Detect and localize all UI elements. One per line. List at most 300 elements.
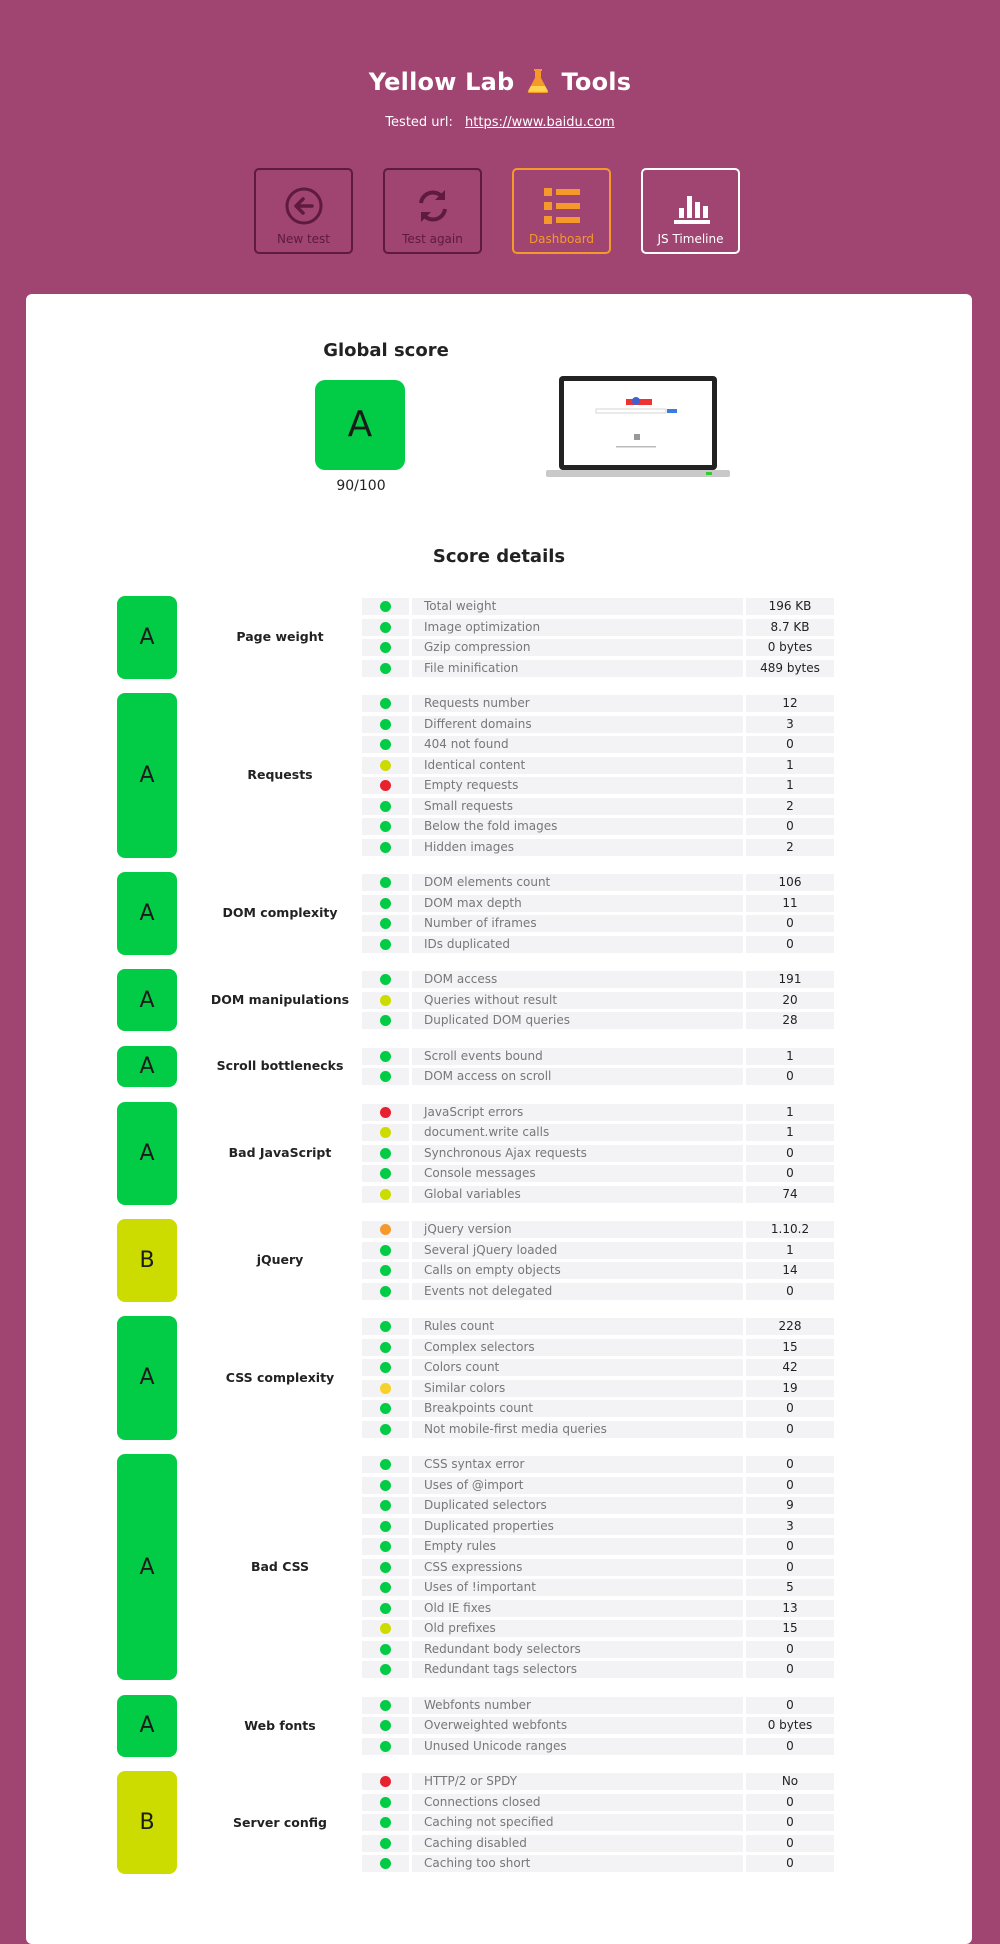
category-name[interactable]: Server config <box>233 1814 327 1830</box>
page-screenshot-laptop[interactable] <box>546 374 730 488</box>
category-grade-badge[interactable]: B <box>117 1219 177 1302</box>
metric-label: Rules count <box>412 1318 743 1335</box>
status-cell <box>362 798 409 815</box>
metric-label: Small requests <box>412 798 743 815</box>
status-cell <box>362 1661 409 1678</box>
metric-label: CSS expressions <box>412 1559 743 1576</box>
status-cell <box>362 915 409 932</box>
metric-row[interactable] <box>362 1717 834 1734</box>
metric-row[interactable] <box>362 839 834 856</box>
metric-value: 28 <box>746 1012 834 1029</box>
category-name[interactable]: Scroll bottlenecks <box>216 1058 344 1074</box>
status-cell <box>362 619 409 636</box>
category-name[interactable]: jQuery <box>256 1252 304 1268</box>
metric-label: Uses of !important <box>412 1579 743 1596</box>
metric-label: Synchronous Ajax requests <box>412 1145 743 1162</box>
status-dot-icon <box>380 1797 391 1808</box>
status-dot-icon <box>380 1459 391 1470</box>
status-dot-icon <box>380 1168 391 1179</box>
test-again-label: Test again <box>402 232 463 246</box>
status-dot-icon <box>380 642 391 653</box>
status-dot-icon <box>380 1015 391 1026</box>
status-dot-icon <box>380 1858 391 1869</box>
category-grade-badge[interactable]: B <box>117 1771 177 1874</box>
metric-label: DOM access on scroll <box>412 1068 743 1085</box>
metric-label: Total weight <box>412 598 743 615</box>
tested-url-link[interactable]: https://www.baidu.com <box>465 115 615 130</box>
category-name[interactable]: Bad JavaScript <box>228 1145 332 1160</box>
status-cell <box>362 1421 409 1438</box>
status-cell <box>362 1794 409 1811</box>
metric-row[interactable] <box>362 1518 834 1535</box>
refresh-icon <box>413 186 453 226</box>
status-cell <box>362 971 409 988</box>
metric-row[interactable] <box>362 1738 834 1755</box>
metric-row[interactable] <box>362 660 834 677</box>
metric-row[interactable] <box>362 1165 834 1182</box>
status-dot-icon <box>380 939 391 950</box>
metric-row[interactable] <box>362 1497 834 1514</box>
metric-label: Empty requests <box>412 777 743 794</box>
status-dot-icon <box>380 663 391 674</box>
metric-value: 15 <box>746 1620 834 1637</box>
metric-row[interactable] <box>362 1124 834 1141</box>
metric-label: Uses of @import <box>412 1477 743 1494</box>
status-cell <box>362 1835 409 1852</box>
category-grade-badge[interactable]: A <box>117 872 177 955</box>
status-cell <box>362 777 409 794</box>
metric-row[interactable] <box>362 1600 834 1617</box>
app-title <box>0 68 1000 100</box>
metric-label: Duplicated selectors <box>412 1497 743 1514</box>
status-dot-icon <box>380 1342 391 1353</box>
status-cell <box>362 1738 409 1755</box>
metric-row[interactable] <box>362 757 834 774</box>
status-dot-icon <box>380 780 391 791</box>
metric-value: 1 <box>746 777 834 794</box>
metric-label: Caching disabled <box>412 1835 743 1852</box>
metric-row[interactable] <box>362 992 834 1009</box>
status-dot-icon <box>380 1582 391 1593</box>
metric-label: CSS syntax error <box>412 1456 743 1473</box>
status-cell <box>362 639 409 656</box>
metric-row[interactable] <box>362 1048 834 1065</box>
status-dot-icon <box>380 1700 391 1711</box>
status-cell <box>362 1773 409 1790</box>
status-cell <box>362 1145 409 1162</box>
status-cell <box>362 1697 409 1714</box>
metric-row[interactable] <box>362 1661 834 1678</box>
status-dot-icon <box>380 1127 391 1138</box>
status-dot-icon <box>380 1838 391 1849</box>
metric-label: Hidden images <box>412 839 743 856</box>
status-cell <box>362 1048 409 1065</box>
status-dot-icon <box>380 1424 391 1435</box>
js-timeline-button[interactable] <box>641 168 740 254</box>
status-dot-icon <box>380 1720 391 1731</box>
title-part2: Tools <box>561 68 632 96</box>
status-dot-icon <box>380 842 391 853</box>
status-dot-icon <box>380 601 391 612</box>
status-dot-icon <box>380 1776 391 1787</box>
status-cell <box>362 1221 409 1238</box>
metric-label: Global variables <box>412 1186 743 1203</box>
metric-label: document.write calls <box>412 1124 743 1141</box>
metric-value: 0 <box>746 1165 834 1182</box>
global-score-title: Global score <box>323 340 449 361</box>
status-cell <box>362 1262 409 1279</box>
metric-label: Not mobile-first media queries <box>412 1421 743 1438</box>
metric-row[interactable] <box>362 1380 834 1397</box>
metric-value: 5 <box>746 1579 834 1596</box>
metric-value: 0 bytes <box>746 1717 834 1734</box>
status-dot-icon <box>380 1521 391 1532</box>
metric-row[interactable] <box>362 936 834 953</box>
metric-value: 0 <box>746 1855 834 1872</box>
metric-row[interactable] <box>362 1012 834 1029</box>
metric-value: 9 <box>746 1497 834 1514</box>
metric-value: 13 <box>746 1600 834 1617</box>
metric-value: 1.10.2 <box>746 1221 834 1238</box>
metric-row[interactable] <box>362 1477 834 1494</box>
status-cell <box>362 1559 409 1576</box>
metric-label: Number of iframes <box>412 915 743 932</box>
metric-row[interactable] <box>362 818 834 835</box>
status-cell <box>362 1318 409 1335</box>
category-name[interactable]: Bad CSS <box>250 1559 310 1574</box>
metric-value: 1 <box>746 1048 834 1065</box>
tested-url-label: Tested url: <box>385 115 453 130</box>
status-dot-icon <box>380 995 391 1006</box>
metric-value: No <box>746 1773 834 1790</box>
metric-value: 0 <box>746 936 834 953</box>
status-cell <box>362 1380 409 1397</box>
metric-value: 489 bytes <box>746 660 834 677</box>
category-grade-badge[interactable]: A <box>117 1454 177 1680</box>
metric-row[interactable] <box>362 1538 834 1555</box>
metric-row[interactable] <box>362 1068 834 1085</box>
metric-value: 1 <box>746 1242 834 1259</box>
status-dot-icon <box>380 1817 391 1828</box>
status-cell <box>362 1104 409 1121</box>
metric-row[interactable] <box>362 736 834 753</box>
metric-value: 0 <box>746 736 834 753</box>
metric-value: 19 <box>746 1380 834 1397</box>
metric-label: Webfonts number <box>412 1697 743 1714</box>
status-dot-icon <box>380 1245 391 1256</box>
metric-label: Empty rules <box>412 1538 743 1555</box>
tested-url-line <box>0 115 1000 130</box>
metric-label: DOM max depth <box>412 895 743 912</box>
status-dot-icon <box>380 974 391 985</box>
metric-value: 1 <box>746 757 834 774</box>
metric-row[interactable] <box>362 716 834 733</box>
metric-label: Old IE fixes <box>412 1600 743 1617</box>
metric-value: 0 <box>746 1068 834 1085</box>
metric-value: 0 <box>746 1738 834 1755</box>
status-dot-icon <box>380 1403 391 1414</box>
metric-value: 0 <box>746 1477 834 1494</box>
title-part1: Yellow Lab <box>368 68 515 96</box>
metric-row[interactable] <box>362 1814 834 1831</box>
metric-row[interactable] <box>362 619 834 636</box>
category-grade-badge[interactable]: A <box>117 693 177 858</box>
status-cell <box>362 1814 409 1831</box>
metric-value: 0 <box>746 1283 834 1300</box>
metric-row[interactable] <box>362 798 834 815</box>
metric-label: Connections closed <box>412 1794 743 1811</box>
metric-row[interactable] <box>362 1559 834 1576</box>
metric-label: Scroll events bound <box>412 1048 743 1065</box>
category-grade-badge[interactable]: A <box>117 596 177 679</box>
metric-value: 1 <box>746 1124 834 1141</box>
status-dot-icon <box>380 719 391 730</box>
metric-value: 0 <box>746 1456 834 1473</box>
status-cell <box>362 839 409 856</box>
status-dot-icon <box>380 1623 391 1634</box>
metric-row[interactable] <box>362 1339 834 1356</box>
metric-value: 0 <box>746 1641 834 1658</box>
metric-row[interactable] <box>362 915 834 932</box>
status-dot-icon <box>380 1362 391 1373</box>
metric-label: Old prefixes <box>412 1620 743 1637</box>
status-dot-icon <box>380 898 391 909</box>
metric-label: Overweighted webfonts <box>412 1717 743 1734</box>
metric-label: 404 not found <box>412 736 743 753</box>
js-timeline-label: JS Timeline <box>657 232 724 246</box>
metric-value: 0 <box>746 1559 834 1576</box>
status-cell <box>362 660 409 677</box>
metric-value: 3 <box>746 1518 834 1535</box>
metric-row[interactable] <box>362 1579 834 1596</box>
category-grade-badge[interactable]: A <box>117 1046 177 1088</box>
status-dot-icon <box>380 1071 391 1082</box>
status-dot-icon <box>380 1383 391 1394</box>
metric-label: Similar colors <box>412 1380 743 1397</box>
bar-chart-icon <box>671 186 711 226</box>
status-cell <box>362 1620 409 1637</box>
status-cell <box>362 1497 409 1514</box>
metric-label: Identical content <box>412 757 743 774</box>
status-cell <box>362 1165 409 1182</box>
category-grade-badge[interactable]: A <box>117 969 177 1031</box>
metric-label: IDs duplicated <box>412 936 743 953</box>
category-grade-badge[interactable]: A <box>117 1316 177 1440</box>
metric-row[interactable] <box>362 1104 834 1121</box>
category-name[interactable]: CSS complexity <box>225 1369 335 1385</box>
metric-value: 2 <box>746 839 834 856</box>
status-dot-icon <box>380 1265 391 1276</box>
status-dot-icon <box>380 1500 391 1511</box>
status-dot-icon <box>380 801 391 812</box>
category-name[interactable]: Web fonts <box>244 1717 316 1733</box>
status-cell <box>362 1600 409 1617</box>
status-cell <box>362 1855 409 1872</box>
metric-value: 8.7 KB <box>746 619 834 636</box>
metric-value: 0 <box>746 1400 834 1417</box>
status-cell <box>362 695 409 712</box>
metric-row[interactable] <box>362 598 834 615</box>
score-details-title: Score details <box>432 546 566 567</box>
status-dot-icon <box>380 1148 391 1159</box>
metric-row[interactable] <box>362 695 834 712</box>
metric-value: 0 <box>746 1661 834 1678</box>
status-dot-icon <box>380 1644 391 1655</box>
metric-value: 74 <box>746 1186 834 1203</box>
metric-label: Calls on empty objects <box>412 1262 743 1279</box>
metric-row[interactable] <box>362 1641 834 1658</box>
test-again-button[interactable] <box>383 168 482 254</box>
metric-label: Events not delegated <box>412 1283 743 1300</box>
header <box>0 0 1000 295</box>
status-dot-icon <box>380 1051 391 1062</box>
status-cell <box>362 1538 409 1555</box>
metric-row[interactable] <box>362 1145 834 1162</box>
metric-row[interactable] <box>362 1400 834 1417</box>
status-cell <box>362 736 409 753</box>
status-cell <box>362 1242 409 1259</box>
metric-label: File minification <box>412 660 743 677</box>
status-cell <box>362 1124 409 1141</box>
metric-label: Redundant tags selectors <box>412 1661 743 1678</box>
status-cell <box>362 1579 409 1596</box>
category-name[interactable]: DOM complexity <box>222 905 338 921</box>
metric-label: DOM access <box>412 971 743 988</box>
metric-row[interactable] <box>362 1835 834 1852</box>
metric-row[interactable] <box>362 1697 834 1714</box>
status-dot-icon <box>380 1286 391 1297</box>
metric-row[interactable] <box>362 1456 834 1473</box>
metric-label: Different domains <box>412 716 743 733</box>
metric-value: 196 KB <box>746 598 834 615</box>
metric-label: Several jQuery loaded <box>412 1242 743 1259</box>
status-cell <box>362 1283 409 1300</box>
metric-row[interactable] <box>362 1359 834 1376</box>
metric-row[interactable] <box>362 1855 834 1872</box>
metric-value: 0 <box>746 1538 834 1555</box>
metric-label: jQuery version <box>412 1221 743 1238</box>
category-grade-badge[interactable]: A <box>117 1695 177 1757</box>
metric-label: Queries without result <box>412 992 743 1009</box>
metric-row[interactable] <box>362 1620 834 1637</box>
metric-value: 1 <box>746 1104 834 1121</box>
metric-value: 228 <box>746 1318 834 1335</box>
status-dot-icon <box>380 1480 391 1491</box>
status-dot-icon <box>380 1603 391 1614</box>
metric-value: 0 <box>746 1145 834 1162</box>
metric-label: Colors count <box>412 1359 743 1376</box>
metric-value: 0 bytes <box>746 639 834 656</box>
metric-label: Complex selectors <box>412 1339 743 1356</box>
metric-value: 15 <box>746 1339 834 1356</box>
status-cell <box>362 992 409 1009</box>
metric-label: Requests number <box>412 695 743 712</box>
metric-row[interactable] <box>362 1421 834 1438</box>
metric-value: 0 <box>746 1835 834 1852</box>
metric-row[interactable] <box>362 895 834 912</box>
metric-row[interactable] <box>362 1283 834 1300</box>
status-cell <box>362 716 409 733</box>
metric-value: 14 <box>746 1262 834 1279</box>
metric-label: JavaScript errors <box>412 1104 743 1121</box>
metric-label: Image optimization <box>412 619 743 636</box>
new-test-button[interactable] <box>254 168 353 254</box>
metric-row[interactable] <box>362 1794 834 1811</box>
status-cell <box>362 1400 409 1417</box>
metric-value: 42 <box>746 1359 834 1376</box>
metric-row[interactable] <box>362 1262 834 1279</box>
metric-label: Console messages <box>412 1165 743 1182</box>
status-dot-icon <box>380 1664 391 1675</box>
nav-buttons <box>254 168 744 258</box>
metric-row[interactable] <box>362 1221 834 1238</box>
category-name[interactable]: Page weight <box>236 629 324 645</box>
category-name[interactable]: DOM manipulations <box>210 992 350 1007</box>
status-cell <box>362 818 409 835</box>
metric-row[interactable] <box>362 777 834 794</box>
status-dot-icon <box>380 1562 391 1573</box>
status-cell <box>362 1339 409 1356</box>
dashboard-button[interactable] <box>512 168 611 254</box>
metric-row[interactable] <box>362 971 834 988</box>
status-dot-icon <box>380 877 391 888</box>
status-cell <box>362 1186 409 1203</box>
metric-value: 0 <box>746 1421 834 1438</box>
metric-value: 11 <box>746 895 834 912</box>
metric-label: Breakpoints count <box>412 1400 743 1417</box>
metric-label: Below the fold images <box>412 818 743 835</box>
metric-label: Unused Unicode ranges <box>412 1738 743 1755</box>
status-dot-icon <box>380 1224 391 1235</box>
metric-row[interactable] <box>362 1186 834 1203</box>
metric-label: Caching not specified <box>412 1814 743 1831</box>
status-cell <box>362 895 409 912</box>
metric-row[interactable] <box>362 1318 834 1335</box>
metric-label: Redundant body selectors <box>412 1641 743 1658</box>
status-dot-icon <box>380 1189 391 1200</box>
global-score-value: 90/100 <box>336 478 386 494</box>
back-arrow-icon <box>284 186 324 226</box>
metric-label: Gzip compression <box>412 639 743 656</box>
flask-icon <box>527 68 549 100</box>
status-dot-icon <box>380 918 391 929</box>
category-grade-badge[interactable]: A <box>117 1102 177 1205</box>
dashboard-label: Dashboard <box>528 232 595 246</box>
status-dot-icon <box>380 1107 391 1118</box>
status-dot-icon <box>380 1741 391 1752</box>
status-cell <box>362 598 409 615</box>
category-name[interactable]: Requests <box>247 767 313 783</box>
status-dot-icon <box>380 1541 391 1552</box>
status-cell <box>362 757 409 774</box>
metric-row[interactable] <box>362 874 834 891</box>
status-dot-icon <box>380 739 391 750</box>
metric-label: HTTP/2 or SPDY <box>412 1773 743 1790</box>
metric-value: 0 <box>746 1814 834 1831</box>
status-cell <box>362 1477 409 1494</box>
metric-label: Duplicated properties <box>412 1518 743 1535</box>
metric-label: Caching too short <box>412 1855 743 1872</box>
metric-row[interactable] <box>362 1242 834 1259</box>
metric-value: 106 <box>746 874 834 891</box>
status-cell <box>362 1717 409 1734</box>
metric-row[interactable] <box>362 1773 834 1790</box>
metric-row[interactable] <box>362 639 834 656</box>
list-icon <box>542 186 582 226</box>
status-dot-icon <box>380 760 391 771</box>
new-test-label: New test <box>276 232 331 246</box>
status-cell <box>362 874 409 891</box>
